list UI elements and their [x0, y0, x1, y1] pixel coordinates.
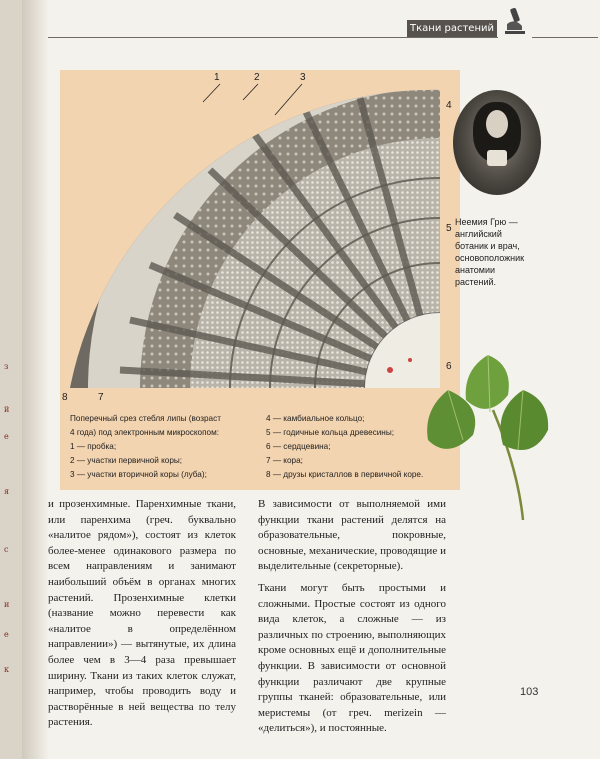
caption-line: 7 — кора; [266, 456, 303, 465]
figure-label-6: 6 [446, 361, 452, 372]
margin-mark: е [4, 432, 9, 441]
section-title: Ткани растений [407, 20, 497, 38]
figure-label-3: 3 [300, 72, 306, 83]
caption-line: 2 — участки первичной коры; [70, 456, 183, 465]
caption-line: 3 — участки вторичной коры (луба); [70, 470, 207, 479]
caption-line: Поперечный срез стебля липы (возраст [70, 414, 221, 423]
caption-line: 4 года) под электронным микроскопом: [70, 428, 219, 437]
book-gutter [22, 0, 48, 759]
figure-label-5: 5 [446, 223, 452, 234]
figure-caption-left [70, 412, 260, 482]
previous-page-edge [0, 0, 22, 759]
margin-mark: и [4, 600, 10, 609]
figure-label-2: 2 [254, 72, 260, 83]
margin-mark: й [4, 405, 10, 414]
figure-label-4: 4 [446, 100, 452, 111]
body-column-right [258, 497, 446, 743]
margin-mark: е [4, 630, 9, 639]
margin-mark: с [4, 545, 9, 554]
figure-label-1: 1 [214, 72, 220, 83]
body-paragraph: В зависимости от выполняемой ими функции ткани растений делятся на образовательные, покровные, основные, механические, проводящие и выделительные (секреторные). [258, 498, 446, 573]
figure-label-7: 7 [98, 392, 104, 403]
margin-mark: я [4, 487, 10, 496]
stem-cross-section-figure [60, 70, 440, 388]
body-paragraph: и прозенхимные. Паренхимные ткани, или паренхима (греч. буквально «налитое рядом»), состоят из клеток более-менее одинакового размера по всем направлениям и занимают наибольший объём в органах многих растений. Прозенхимные клетки (название можно перевести как «налитое в определённом направлении») — вытянутые, их длина более чем в 3—4 раза превышает ширину. Ткани из таких клеток служат, например, чтобы проводить воду и растворённые в ней вещества по телу растения. [48, 498, 236, 729]
body-column-left [48, 497, 236, 737]
caption-line: 4 — камбиальное кольцо; [266, 414, 365, 423]
body-paragraph: Ткани могут быть простыми и сложными. Простые состоят из одного вида клеток, а сложные — из различных по строению, выполняющих кроме основных ещё и дополнительные функции. В зависимости от основной функции различают две крупные группы тканей: образовательные, или меристемы (от греч. merizein — «делиться»), и постоянные. [258, 581, 446, 735]
portrait-caption: Неемия Грю — английский ботаник и врач, основоположник анатомии растений. [455, 217, 525, 287]
portrait-face [486, 110, 508, 138]
portrait-collar [487, 150, 507, 166]
margin-mark: з [4, 362, 9, 371]
caption-line: 6 — сердцевина; [266, 442, 331, 451]
page-number: 103 [520, 686, 539, 698]
margin-mark: к [4, 665, 9, 674]
caption-line: 8 — друзы кристаллов в первичной коре. [266, 470, 424, 479]
nehemiah-grew-portrait [453, 90, 541, 195]
microscope-icon [498, 4, 532, 38]
figure-label-8: 8 [62, 392, 68, 403]
caption-line: 5 — годичные кольца древесины; [266, 428, 394, 437]
caption-line: 1 — пробка; [70, 442, 117, 451]
